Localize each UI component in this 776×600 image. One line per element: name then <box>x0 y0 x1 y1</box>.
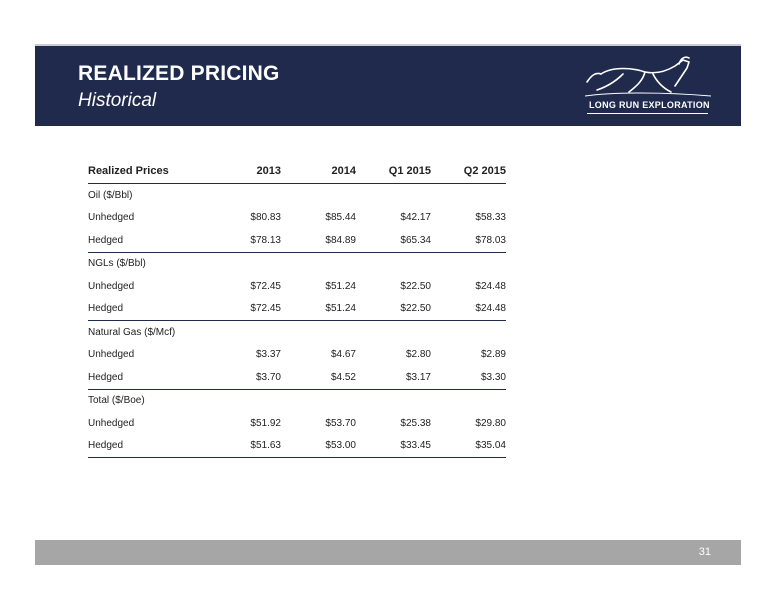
table-cell: $2.89 <box>480 349 506 361</box>
table-row <box>88 435 506 458</box>
table-cell: $53.00 <box>281 435 356 458</box>
table-row <box>88 344 506 367</box>
table-cell: $22.50 <box>356 298 431 321</box>
table-cell: $78.13 <box>206 229 281 252</box>
group-label: NGLs ($/Bbl) <box>88 258 146 270</box>
table-cell: $84.89 <box>281 229 356 252</box>
column-header: Q2 2015 <box>431 158 506 184</box>
realized-prices-table <box>88 158 506 458</box>
table-cell: $3.70 <box>206 366 281 389</box>
header-band <box>35 44 741 126</box>
row-label: Hedged <box>88 366 206 389</box>
logo-underline <box>587 113 708 114</box>
footer-band <box>35 540 741 565</box>
row-label: Unhedged <box>88 349 135 361</box>
table-row <box>88 207 506 230</box>
table-header-row <box>88 158 506 184</box>
group-label: Total ($/Boe) <box>88 395 145 407</box>
group-row <box>88 252 506 275</box>
table-cell: $29.80 <box>475 417 506 429</box>
table-row <box>88 229 506 252</box>
page-number: 31 <box>698 546 711 558</box>
table-cell: $53.70 <box>325 417 356 429</box>
table-cell: $4.67 <box>330 349 356 361</box>
company-logo <box>583 52 713 118</box>
table-cell: $35.04 <box>431 435 506 458</box>
slide-subtitle: Historical <box>78 90 157 111</box>
table-cell: $72.45 <box>206 298 281 321</box>
group-label: Natural Gas ($/Mcf) <box>88 326 176 338</box>
column-header: 2013 <box>206 158 281 184</box>
table-cell: $3.17 <box>356 366 431 389</box>
table-row <box>88 366 506 389</box>
table-cell: $51.63 <box>206 435 281 458</box>
table-cell: $51.92 <box>250 417 281 429</box>
group-row <box>88 184 506 207</box>
group-row <box>88 321 506 344</box>
table-row <box>88 275 506 298</box>
row-label: Unhedged <box>88 212 135 224</box>
table-row <box>88 298 506 321</box>
table-cell: $42.17 <box>400 212 431 224</box>
row-label: Hedged <box>88 435 206 458</box>
table-cell: $33.45 <box>356 435 431 458</box>
table-cell: $3.30 <box>431 366 506 389</box>
table-cell: $51.24 <box>281 298 356 321</box>
column-header: Q1 2015 <box>356 158 431 184</box>
table-cell: $78.03 <box>431 229 506 252</box>
table-cell: $22.50 <box>400 280 431 292</box>
logo-wordmark: LONG RUN EXPLORATION <box>589 100 710 110</box>
group-label: Oil ($/Bbl) <box>88 189 133 201</box>
table-cell: $65.34 <box>356 229 431 252</box>
table-cell: $4.52 <box>281 366 356 389</box>
slide-title: REALIZED PRICING <box>78 62 280 85</box>
table-cell: $80.83 <box>250 212 281 224</box>
table-cell: $25.38 <box>400 417 431 429</box>
table-cell: $24.48 <box>475 280 506 292</box>
column-header: Realized Prices <box>88 158 206 184</box>
table-cell: $58.33 <box>475 212 506 224</box>
table-cell: $24.48 <box>431 298 506 321</box>
table-cell: $2.80 <box>405 349 431 361</box>
table-cell: $72.45 <box>250 280 281 292</box>
row-label: Hedged <box>88 229 206 252</box>
column-header: 2014 <box>281 158 356 184</box>
table-cell: $3.37 <box>255 349 281 361</box>
horse-icon <box>583 52 713 102</box>
group-row <box>88 389 506 412</box>
table-cell: $85.44 <box>325 212 356 224</box>
row-label: Unhedged <box>88 280 135 292</box>
table-row <box>88 412 506 435</box>
table-cell: $51.24 <box>325 280 356 292</box>
row-label: Hedged <box>88 298 206 321</box>
row-label: Unhedged <box>88 417 135 429</box>
